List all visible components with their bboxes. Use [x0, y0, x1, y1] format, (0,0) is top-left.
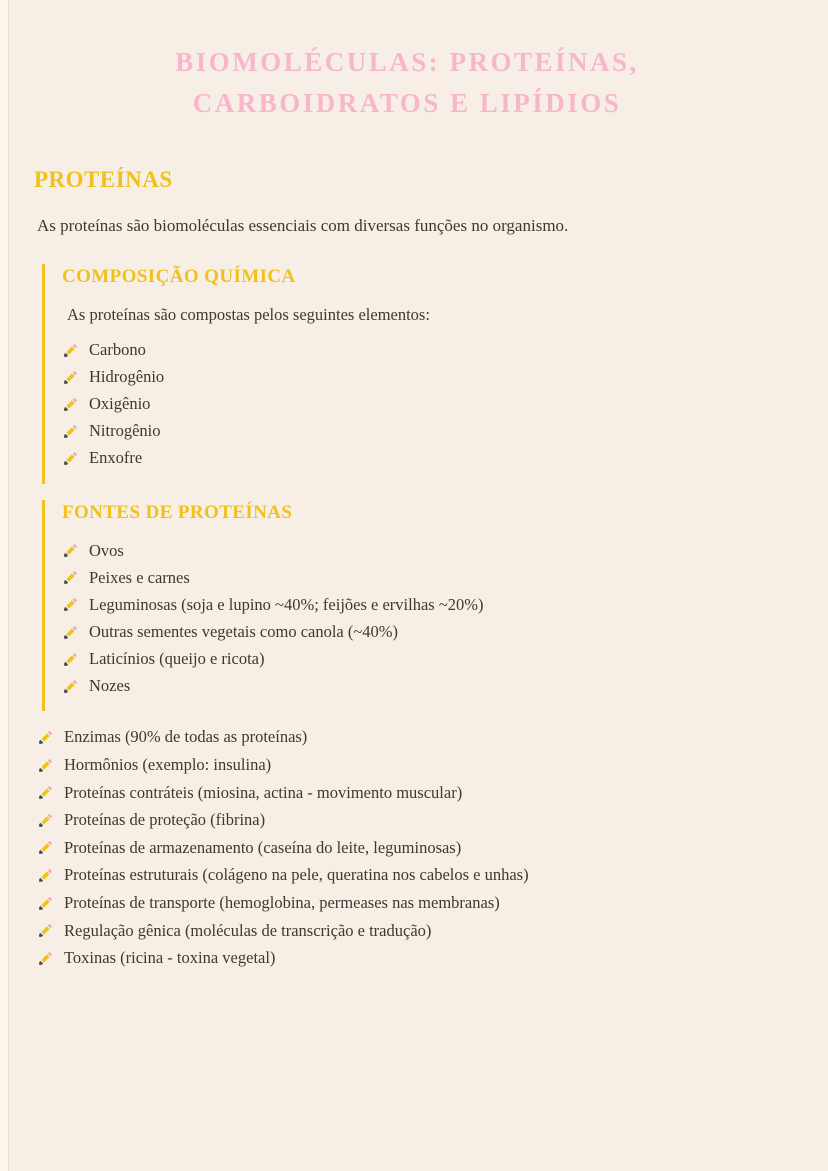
- list-item-text: Proteínas estruturais (colágeno na pele, queratina nos cabelos e unhas): [64, 865, 529, 885]
- list-item-text: Regulação gênica (moléculas de transcrição e tradução): [64, 920, 432, 940]
- list-item-text: Leguminosas (soja e lupino ~40%; feijões e ervilhas ~20%): [89, 594, 484, 614]
- list-item-text: Proteínas de proteção (fibrina): [64, 810, 266, 830]
- pencil-icon: [37, 757, 54, 774]
- composition-list: [62, 340, 780, 469]
- pencil-icon: [62, 369, 79, 386]
- list-item-text: Nozes: [89, 676, 131, 696]
- list-item: [62, 568, 780, 588]
- pencil-icon: [62, 542, 79, 559]
- pencil-icon: [37, 950, 54, 967]
- list-item: [62, 448, 780, 468]
- pencil-icon: [37, 784, 54, 801]
- list-item: [62, 622, 780, 642]
- list-item: [62, 676, 780, 696]
- list-item: [62, 367, 780, 387]
- composition-heading: COMPOSIÇÃO QUÍMICA: [62, 265, 296, 287]
- list-item: [37, 865, 780, 885]
- list-item-text: Carbono: [89, 339, 146, 359]
- pencil-icon: [62, 596, 79, 613]
- pencil-icon: [62, 423, 79, 440]
- page-title: [107, 42, 707, 123]
- list-item: [37, 921, 780, 941]
- list-item-text: Hidrogênio: [89, 367, 165, 387]
- pencil-icon: [62, 569, 79, 586]
- list-item-text: Oxigênio: [89, 394, 151, 414]
- list-item: [37, 783, 780, 803]
- list-item-text: Proteínas de transporte (hemoglobina, permeases nas membranas): [64, 893, 500, 913]
- pencil-icon: [62, 651, 79, 668]
- list-item-text: Outras sementes vegetais como canola (~40%): [89, 621, 399, 641]
- proteins-intro: As proteínas são biomoléculas essenciais com diversas funções no organismo.: [37, 216, 569, 235]
- pencil-icon: [37, 895, 54, 912]
- pencil-icon: [62, 624, 79, 641]
- sources-heading: FONTES DE PROTEÍNAS: [62, 501, 293, 523]
- page-title-line2: CARBOIDRATOS E LIPÍDIOS: [192, 87, 622, 118]
- list-item: [37, 893, 780, 913]
- list-item: [37, 727, 780, 747]
- pencil-icon: [37, 922, 54, 939]
- list-item-text: Toxinas (ricina - toxina vegetal): [64, 948, 276, 968]
- list-item: [62, 649, 780, 669]
- page-edge: [0, 0, 9, 1171]
- sources-block: [42, 500, 780, 712]
- pencil-icon: [37, 839, 54, 856]
- list-item-text: Proteínas de armazenamento (caseína do leite, leguminosas): [64, 837, 462, 857]
- sources-list: [62, 541, 780, 697]
- list-item-text: Ovos: [89, 540, 124, 560]
- pencil-icon: [37, 812, 54, 829]
- list-item: [62, 541, 780, 561]
- functions-list: [34, 727, 780, 968]
- list-item-text: Peixes e carnes: [89, 567, 190, 587]
- list-item-text: Enxofre: [89, 448, 143, 468]
- list-item-text: Laticínios (queijo e ricota): [89, 649, 265, 669]
- list-item-text: Nitrogênio: [89, 421, 161, 441]
- pencil-icon: [37, 729, 54, 746]
- composition-block: [42, 264, 780, 484]
- composition-subtitle: As proteínas são compostas pelos seguintes elementos:: [67, 304, 430, 324]
- pencil-icon: [62, 342, 79, 359]
- list-item: [62, 421, 780, 441]
- pencil-icon: [62, 678, 79, 695]
- list-item: [37, 755, 780, 775]
- list-item: [37, 948, 780, 968]
- list-item: [62, 340, 780, 360]
- list-item: [37, 838, 780, 858]
- section-heading-proteinas: PROTEÍNAS: [34, 167, 173, 192]
- pencil-icon: [62, 450, 79, 467]
- page-title-line1: BIOMOLÉCULAS: PROTEÍNAS,: [175, 47, 639, 77]
- list-item-text: Enzimas (90% de todas as proteínas): [64, 727, 308, 747]
- list-item-text: Hormônios (exemplo: insulina): [64, 754, 272, 774]
- list-item: [37, 810, 780, 830]
- pencil-icon: [37, 867, 54, 884]
- list-item-text: Proteínas contráteis (miosina, actina - movimento muscular): [64, 782, 463, 802]
- list-item: [62, 595, 780, 615]
- list-item: [62, 394, 780, 414]
- pencil-icon: [62, 396, 79, 413]
